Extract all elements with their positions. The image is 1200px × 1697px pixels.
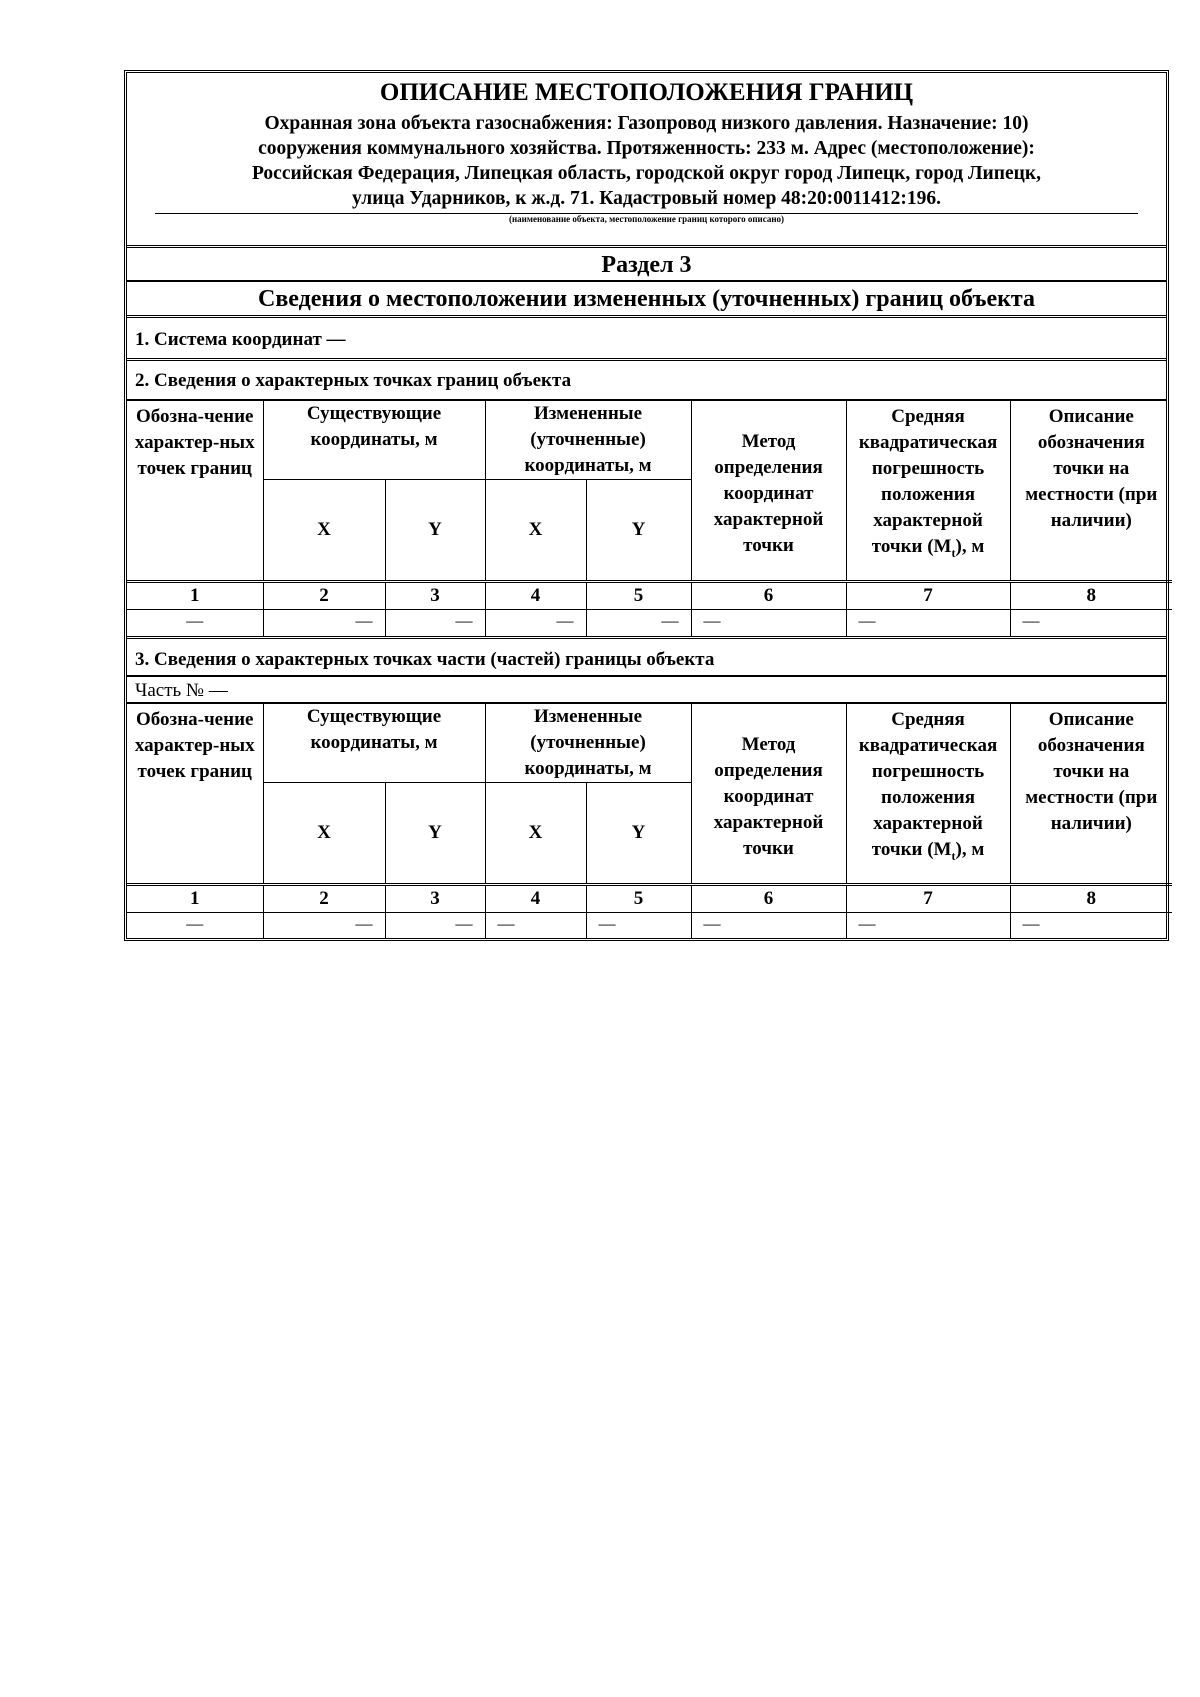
header-method: Метод определения координат характерной точки — [691, 704, 846, 885]
header-changed-coords: Измененные (уточненные) координаты, м — [485, 704, 691, 783]
column-number: 4 — [485, 884, 586, 912]
header-description: Описание обозначения точки на местности (при наличии) — [1010, 401, 1172, 582]
table-cell: — — [1010, 912, 1172, 938]
column-number: 8 — [1010, 884, 1172, 912]
column-number-row — [127, 582, 1172, 610]
table-row — [127, 610, 1172, 636]
header-description: Описание обозначения точки на местности (при наличии) — [1010, 704, 1172, 885]
header-existing-coords: Существующие координаты, м — [263, 401, 485, 480]
section-subtitle: Сведения о местоположении измененных (уточненных) границ объекта — [127, 282, 1166, 318]
object-description-line: Охранная зона объекта газоснабжения: Газопровод низкого давления. Назначение: 10) — [264, 113, 1029, 134]
column-number: 2 — [263, 884, 385, 912]
table-header-row — [127, 704, 1172, 783]
table-cell: — — [1010, 610, 1172, 636]
table-cell: — — [127, 610, 263, 636]
object-description-line: улица Ударников, к ж.д. 71. Кадастровый номер 48:20:0011412:196. — [352, 188, 941, 209]
table-cell: — — [586, 610, 691, 636]
document-frame — [124, 70, 1169, 941]
header-x: X — [485, 480, 586, 582]
column-number: 8 — [1010, 582, 1172, 610]
column-number: 3 — [385, 582, 485, 610]
header-point-designation: Обозна-чение характер-ных точек границ — [127, 401, 263, 582]
header-changed-coords: Измененные (уточненные) координаты, м — [485, 401, 691, 480]
section-title: Раздел 3 — [127, 248, 1166, 282]
table-cell: — — [485, 610, 586, 636]
part-points-table — [127, 704, 1172, 939]
header-x: X — [263, 782, 385, 884]
table-cell: — — [485, 912, 586, 938]
header-point-designation: Обозна-чение характер-ных точек границ — [127, 704, 263, 885]
part-number-label: Часть № — — [127, 677, 1166, 704]
table-cell: — — [127, 912, 263, 938]
table-cell: — — [263, 610, 385, 636]
table-header-row — [127, 401, 1172, 480]
table-cell: — — [263, 912, 385, 938]
header-method: Метод определения координат характерной точки — [691, 401, 846, 582]
header-x: X — [485, 782, 586, 884]
table-cell: — — [385, 610, 485, 636]
column-number: 5 — [586, 582, 691, 610]
column-number: 7 — [846, 582, 1010, 610]
header-y: Y — [385, 480, 485, 582]
column-number-row — [127, 884, 1172, 912]
object-description-line: сооружения коммунального хозяйства. Протяженность: 233 м. Адрес (местоположение): — [258, 138, 1035, 159]
table-cell: — — [691, 610, 846, 636]
column-number: 1 — [127, 884, 263, 912]
points-heading: 2. Сведения о характерных точках границ объекта — [127, 361, 1166, 401]
column-number: 1 — [127, 582, 263, 610]
column-number: 6 — [691, 582, 846, 610]
column-number: 7 — [846, 884, 1010, 912]
table-row — [127, 912, 1172, 938]
table-cell: — — [846, 610, 1010, 636]
column-number: 6 — [691, 884, 846, 912]
title-block — [127, 73, 1166, 248]
header-y: Y — [586, 480, 691, 582]
object-description-line: Российская Федерация, Липецкая область, городской округ город Липецк, город Липецк, — [252, 163, 1041, 184]
table-cell: — — [846, 912, 1010, 938]
header-existing-coords: Существующие координаты, м — [263, 704, 485, 783]
header-x: X — [263, 480, 385, 582]
column-number: 3 — [385, 884, 485, 912]
header-y: Y — [586, 782, 691, 884]
table-cell: — — [586, 912, 691, 938]
column-number: 5 — [586, 884, 691, 912]
coordinate-system-label: 1. Система координат — — [127, 318, 1166, 361]
header-error: Средняя квадратическая погрешность положения характерной точки $(M_t)$, м — [846, 401, 1010, 582]
column-number: 4 — [485, 582, 586, 610]
points-table — [127, 401, 1172, 636]
table-cell: — — [691, 912, 846, 938]
header-y: Y — [385, 782, 485, 884]
part-points-heading: 3. Сведения о характерных точках части (частей) границы объекта — [127, 636, 1166, 677]
header-error: Средняя квадратическая погрешность положения характерной точки $(M_t)$, м — [846, 704, 1010, 885]
object-caption: (наименование объекта, местоположение границ которого описано) — [508, 214, 785, 224]
table-cell: — — [385, 912, 485, 938]
column-number: 2 — [263, 582, 385, 610]
document-title: ОПИСАНИЕ МЕСТОПОЛОЖЕНИЯ ГРАНИЦ — [379, 79, 914, 106]
